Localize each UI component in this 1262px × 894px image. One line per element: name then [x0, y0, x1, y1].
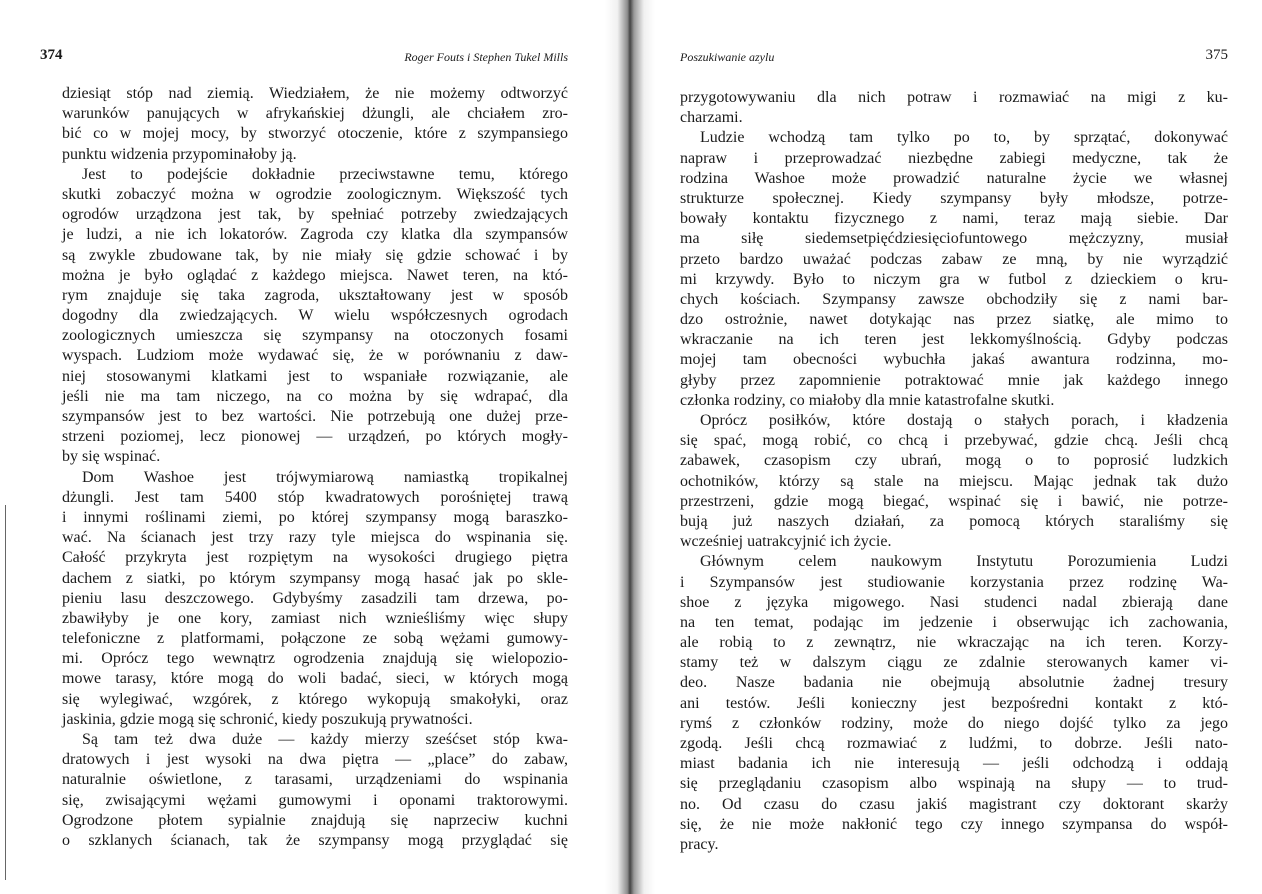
- paragraph: [680, 88, 1228, 128]
- paragraph: [62, 468, 568, 730]
- text-line: naturalnie oświetlone, z tarasami, urządzeniami do wspinania: [62, 771, 568, 789]
- text-line: telefoniczne z platformami, połączone ze sobą wężami gumowy-: [62, 630, 568, 648]
- paragraph: [62, 730, 568, 851]
- text-line: i Szympansów jest studiowanie korzystania przez rodzinę Wa-: [680, 573, 1228, 591]
- paragraph: [680, 411, 1228, 552]
- text-line: strzeni poziomej, lecz pionowej — urządzeń, po których mogły-: [62, 428, 568, 446]
- text-line: rym znajduje się taka zagroda, ukształtowany jest w sposób: [62, 286, 568, 304]
- text-line: dżungli. Jest tam 5400 stóp kwadratowych porośniętej trawą: [62, 488, 568, 506]
- text-line: charzami.: [680, 109, 743, 127]
- text-line: się spać, mogą robić, co chcą i przebywać, gdzie chcą. Jeśli chcą: [680, 432, 1228, 450]
- text-line: shoe z języka migowego. Nasi studenci nadal zbierają dane: [680, 593, 1228, 611]
- paragraph: [62, 84, 568, 165]
- text-line: o szklanych ścianach, tak że szympansy mogą przyglądać się: [62, 831, 568, 849]
- text-line: zgodą. Jeśli chcą rozmawiać z ludźmi, to dobrze. Jeśli nato-: [680, 735, 1228, 752]
- text-line: no. Od czasu do czasu jakiś magistrant czy doktorant skarży: [680, 795, 1228, 813]
- text-line: mowe tarasy, które mogą do woli badać, sieci, w których mogą: [62, 670, 568, 688]
- text-line: Głównym celem naukowym Instytutu Porozumienia Ludzi: [700, 553, 1228, 571]
- text-line: bują już naszych działań, za pomocą których staraliśmy się: [680, 512, 1228, 530]
- text-line: można je było oglądać z każdego miejsca. Nawet teren, na któ-: [62, 266, 568, 284]
- text-line: rodzina Washoe może prowadzić naturalne życie we własnej: [680, 169, 1228, 187]
- text-line: rymś z członków rodziny, może do niego dojść tylko za jego: [680, 714, 1228, 732]
- right-page: [650, 0, 1262, 894]
- text-line: się, że nie może nakłonić tego czy innego szympansa do współ-: [680, 815, 1228, 833]
- text-line: dogodny dla zwiedzających. W wielu współczesnych ogrodach: [62, 307, 568, 325]
- left-page: [0, 0, 610, 894]
- text-line: bowały kontaktu fizycznego z nami, teraz mają siebie. Dar: [680, 210, 1228, 228]
- text-line: dzo ostrożnie, nawet dotykając nas przez siatkę, ale mimo to: [680, 311, 1228, 329]
- text-line: wać. Na ścianach jest trzy razy tyle miejsca do wspinania się.: [62, 529, 568, 547]
- text-line: przestrzeni, gdzie mogą biegać, wspinać się i bawić, nie potrze-: [680, 492, 1228, 510]
- text-line: jaskinia, gdzie mogą się schronić, kiedy poszukują prywatności.: [62, 710, 473, 728]
- text-line: chych kościach. Szympansy zawsze obchodziły się z nami bar-: [680, 290, 1228, 308]
- text-line: członka rodziny, co miałoby dla mnie katastrofalne skutki.: [680, 391, 1055, 409]
- text-line: deo. Nasze badania nie obejmują absolutnie żadnej tresury: [680, 674, 1228, 692]
- text-line: ochotników, którzy są stale na miejscu. Mając jednak tak dużo: [680, 472, 1228, 490]
- text-line: mi krzywdy. Było to niczym gra w futbol z dzieckiem o kru-: [680, 270, 1228, 288]
- text-line: ma siłę siedemsetpięćdziesięciofuntowego mężczyzny, musiał: [680, 230, 1228, 248]
- text-line: strukturze społecznej. Kiedy szympansy były młodsze, potrze-: [680, 189, 1228, 207]
- text-line: punktu widzenia przypominałoby ją.: [62, 145, 297, 163]
- page-body: [680, 88, 1228, 855]
- text-line: je ludzi, a nie ich lokatorów. Zagroda czy klatka dla szympansów: [62, 226, 568, 244]
- book-gutter-shadow: [605, 0, 655, 894]
- text-line: skutki zobaczyć można w ogrodzie zoologicznym. Większość tych: [62, 185, 568, 203]
- text-line: przygotowywaniu dla nich potraw i rozmawiać na migi z ku-: [680, 89, 1228, 106]
- text-line: Całość przykryta jest rozpiętym na wysokości drugiego piętra: [62, 549, 568, 567]
- running-head: Poszukiwanie azylu: [680, 50, 775, 64]
- text-line: Są tam też dwa duże — każdy mierzy sześćset stóp kwa-: [82, 731, 568, 748]
- text-line: Dom Washoe jest trójwymiarową namiastką tropikalnej: [82, 468, 568, 486]
- page-body: [62, 84, 568, 851]
- page-number: 374: [40, 47, 63, 63]
- text-line: jeśli nie ma tam niczego, na co można by się wdrapać, dla: [62, 387, 568, 405]
- text-line: przeto bardzo uważać podczas zabaw ze mną, by nie wyrządzić: [680, 250, 1228, 268]
- text-line: dziesiąt stóp nad ziemią. Wiedziałem, że nie możemy odtworzyć: [62, 85, 568, 102]
- text-line: mojej tam obecności wybuchła jakaś awantura rodzinna, mo-: [680, 351, 1228, 369]
- text-line: pracy.: [680, 835, 719, 853]
- text-line: by się wspinać.: [62, 448, 161, 466]
- text-line: stamy też w dalszym ciągu ze zdalnie sterowanych kamer vi-: [680, 654, 1228, 672]
- text-line: Oprócz posiłków, które dostają o stałych porach, i kładzenia: [700, 412, 1228, 429]
- text-line: mi. Oprócz tego wewnątrz ogrodzenia znajdują się wielopozio-: [62, 650, 568, 668]
- text-line: szympansów jest to bez wartości. Nie potrzebują one dużej prze-: [62, 408, 568, 425]
- running-head: Roger Fouts i Stephen Tukel Mills: [404, 50, 568, 64]
- text-line: głyby przez zapomnienie potraktować mnie jak każdego innego: [680, 371, 1228, 389]
- text-line: się przeglądaniu czasopism albo wspinają na słupy — to trud-: [680, 775, 1228, 793]
- text-line: Ludzie wchodzą tam tylko po to, by sprzątać, dokonywać: [700, 129, 1228, 147]
- text-line: ale robią to z zewnątrz, nie wkraczając na ich teren. Korzy-: [680, 634, 1228, 652]
- text-line: miast badania ich nie interesują — jeśli odchodzą i oddają: [680, 755, 1228, 773]
- text-line: wyspach. Ludziom może wydawać się, że w porównaniu z daw-: [62, 347, 568, 365]
- text-line: napraw i przeprowadzać niezbędne zabiegi medyczne, tak że: [680, 149, 1228, 167]
- paragraph: [680, 128, 1228, 411]
- text-line: zbawiłyby je one kory, zamiast nich wznieśliśmy więc słupy: [62, 609, 568, 627]
- text-line: wcześniej uatrakcyjnić ich życie.: [680, 533, 892, 551]
- text-line: na ten temat, podając im jedzenie i obserwując ich zachowania,: [680, 613, 1228, 631]
- text-line: ogrodów urządzona jest tak, by spełniać potrzeby zwiedzających: [62, 206, 568, 224]
- page-number: 375: [1205, 47, 1228, 63]
- text-line: ani testów. Jeśli konieczny jest bezpośredni kontakt z któ-: [680, 694, 1228, 712]
- text-line: Jest to podejście dokładnie przeciwstawne temu, którego: [82, 165, 568, 183]
- text-line: dratowych i jest wysoki na dwa piętra — „place” do zabaw,: [62, 751, 568, 769]
- text-line: się wylegiwać, wzgórek, z którego wykopują smakołyki, oraz: [62, 690, 568, 708]
- text-line: się, zwisającymi wężami gumowymi i oponami traktorowymi.: [62, 791, 568, 809]
- text-line: są zwykle zbudowane tak, by nie miały się gdzie schować i by: [62, 246, 568, 264]
- text-line: niej stosowanymi klatkami jest to wspaniałe rozwiązanie, ale: [62, 367, 568, 385]
- text-line: zoologicznych umieszcza się szympansy na otoczonych fosami: [62, 327, 568, 345]
- paragraph: [62, 165, 568, 468]
- paragraph: [680, 552, 1228, 855]
- text-line: pieniu lasu deszczowego. Gdybyśmy zasadzili tam drzewa, po-: [62, 589, 568, 607]
- text-line: dachem z siatki, po którym szympansy mogą hasać jak po skle-: [62, 569, 568, 587]
- text-line: zabawek, czasopism czy ubrań, mogą o to poprosić ludzkich: [680, 452, 1228, 470]
- text-line: bić co w mojej mocy, by stworzyć otoczenie, które z szympansiego: [62, 125, 568, 143]
- text-line: Ogrodzone płotem sypialnie znajdują się naprzeciw kuchni: [62, 811, 568, 829]
- text-line: warunków panujących w afrykańskiej dżungli, ale chciałem zro-: [62, 105, 568, 123]
- text-line: i innymi roślinami ziemi, po której szympansy mogą baraszko-: [62, 508, 568, 526]
- text-line: wkraczanie na ich teren jest lekkomyślnością. Gdyby podczas: [680, 331, 1228, 349]
